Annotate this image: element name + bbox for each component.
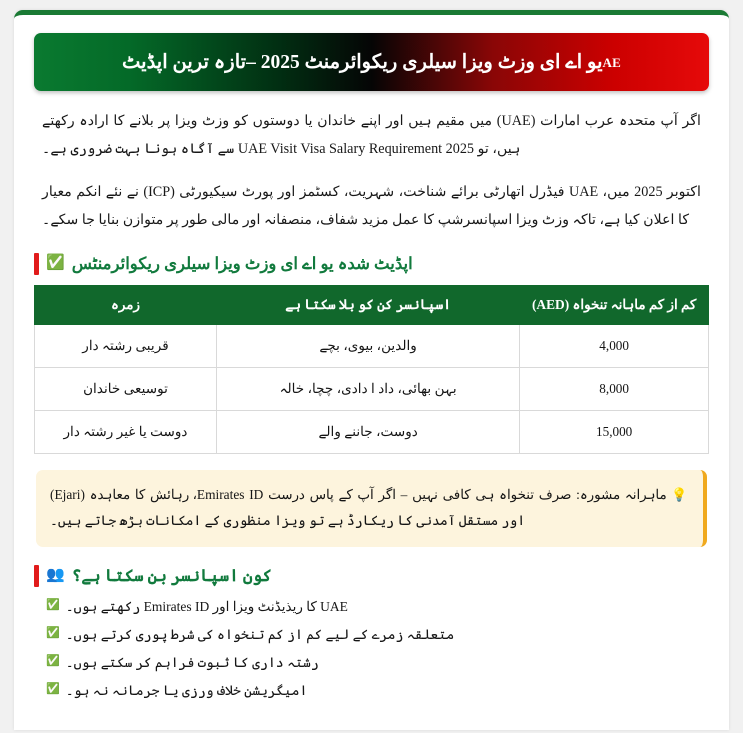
cell-category: قریبی رشتہ دار [35, 324, 217, 367]
list-item-label: متعلقہ زمرے کے لیے کم از کم تنخواہ کی شرط پوری کرتے ہوں۔ [65, 626, 455, 642]
cell-salary: 8,000 [520, 367, 709, 410]
banner-title [122, 50, 621, 74]
table-row [35, 324, 709, 367]
banner-country-code: AE [602, 55, 622, 70]
white-check-mark-icon: ✅ [46, 682, 60, 695]
table-header-category: زمرہ [35, 285, 217, 324]
list-item [34, 597, 709, 618]
white-check-mark-icon: ✅ [46, 255, 65, 272]
list-item [34, 653, 709, 674]
table-row [35, 367, 709, 410]
list-item-label: امیگریشن خلاف ورزی یا جرمانہ نہ ہو۔ [65, 682, 308, 698]
section-heading-sponsor [34, 565, 707, 587]
list-item [34, 625, 709, 646]
section-heading-requirements [34, 253, 707, 275]
accent-bar-icon [34, 565, 39, 587]
cell-sponsor: بہن بھائی، داد ا دادی، چچا، خالہ [216, 367, 519, 410]
white-check-mark-icon: ✅ [46, 598, 60, 611]
cell-category: دوست یا غیر رشتہ دار [35, 410, 217, 453]
section-heading-sponsor-label: کون اسپانسر بن سکتا ہے؟ [71, 565, 272, 585]
section-heading-requirements-label: اپڈیٹ شدہ یو اے ای وزٹ ویزا سیلری ریکوائرمنٹس [71, 253, 413, 273]
accent-bar-icon [34, 253, 39, 275]
list-item [34, 681, 709, 702]
article-card [14, 10, 729, 730]
expert-tip-callout [36, 470, 707, 547]
article-banner [34, 33, 709, 91]
intro-paragraph-2: اکتوبر 2025 میں، UAE فیڈرل اتھارٹی برائے شناخت، شہریت، کسٹمز اور پورٹ سیکیورٹی (ICP) نے نئے انکم معیار کا اعلان کیا ہے، تاکہ وزٹ ویزا اسپانسرشپ کا عمل مزید شفاف، منصفانہ اور مالی طور پر متوازن بنایا جا سکے۔ [42, 183, 701, 229]
salary-requirements-table [34, 285, 709, 454]
table-header-sponsor: اسپانسر کن کو بلا سکتا ہے [216, 285, 519, 324]
people-icon: 👥 [46, 567, 65, 584]
white-check-mark-icon: ✅ [46, 626, 60, 639]
list-item-label: رشتہ داری کا ثبوت فراہم کر سکتے ہوں۔ [65, 654, 319, 670]
cell-salary: 15,000 [520, 410, 709, 453]
table-row [35, 410, 709, 453]
sponsor-eligibility-list [34, 597, 709, 702]
cell-salary: 4,000 [520, 324, 709, 367]
cell-category: توسیعی خاندان [35, 367, 217, 410]
cell-sponsor: والدین، بیوی، بچے [216, 324, 519, 367]
cell-sponsor: دوست، جاننے والے [216, 410, 519, 453]
banner-title-text: یو اے ای وزٹ ویزا سیلری ریکوائرمنٹ 2025 –تازہ ترین اپڈیٹ [122, 52, 603, 73]
table-header-salary: کم از کم ماہانہ تنخواہ (AED) [520, 285, 709, 324]
light-bulb-icon: 💡 [671, 486, 689, 502]
list-item-label: UAE کا ریذیڈنٹ ویزا اور Emirates ID رکھتے ہوں۔ [65, 598, 348, 614]
white-check-mark-icon: ✅ [46, 654, 60, 667]
intro-paragraph-1: اگر آپ متحدہ عرب امارات (UAE) میں مقیم ہیں اور اپنے خاندان یا دوستوں کو وزٹ ویزا پر بلانے کا ارادہ رکھتے ہیں، تو UAE Visit Visa Salary Requirement 2025 سے آگاہ ہونا بہت ضروری ہے۔ [42, 113, 702, 158]
table-header-row [35, 285, 709, 324]
expert-tip-text: ماہرانہ مشورہ: صرف تنخواہ ہی کافی نہیں – اگر آپ کے پاس درست Emirates ID، رہائش کا معاہدہ (Ejari) اور مستقل آمدنی کا ریکارڈ ہے تو ویزا منظوری کے امکانات بڑھ جاتے ہیں۔ [50, 486, 667, 528]
